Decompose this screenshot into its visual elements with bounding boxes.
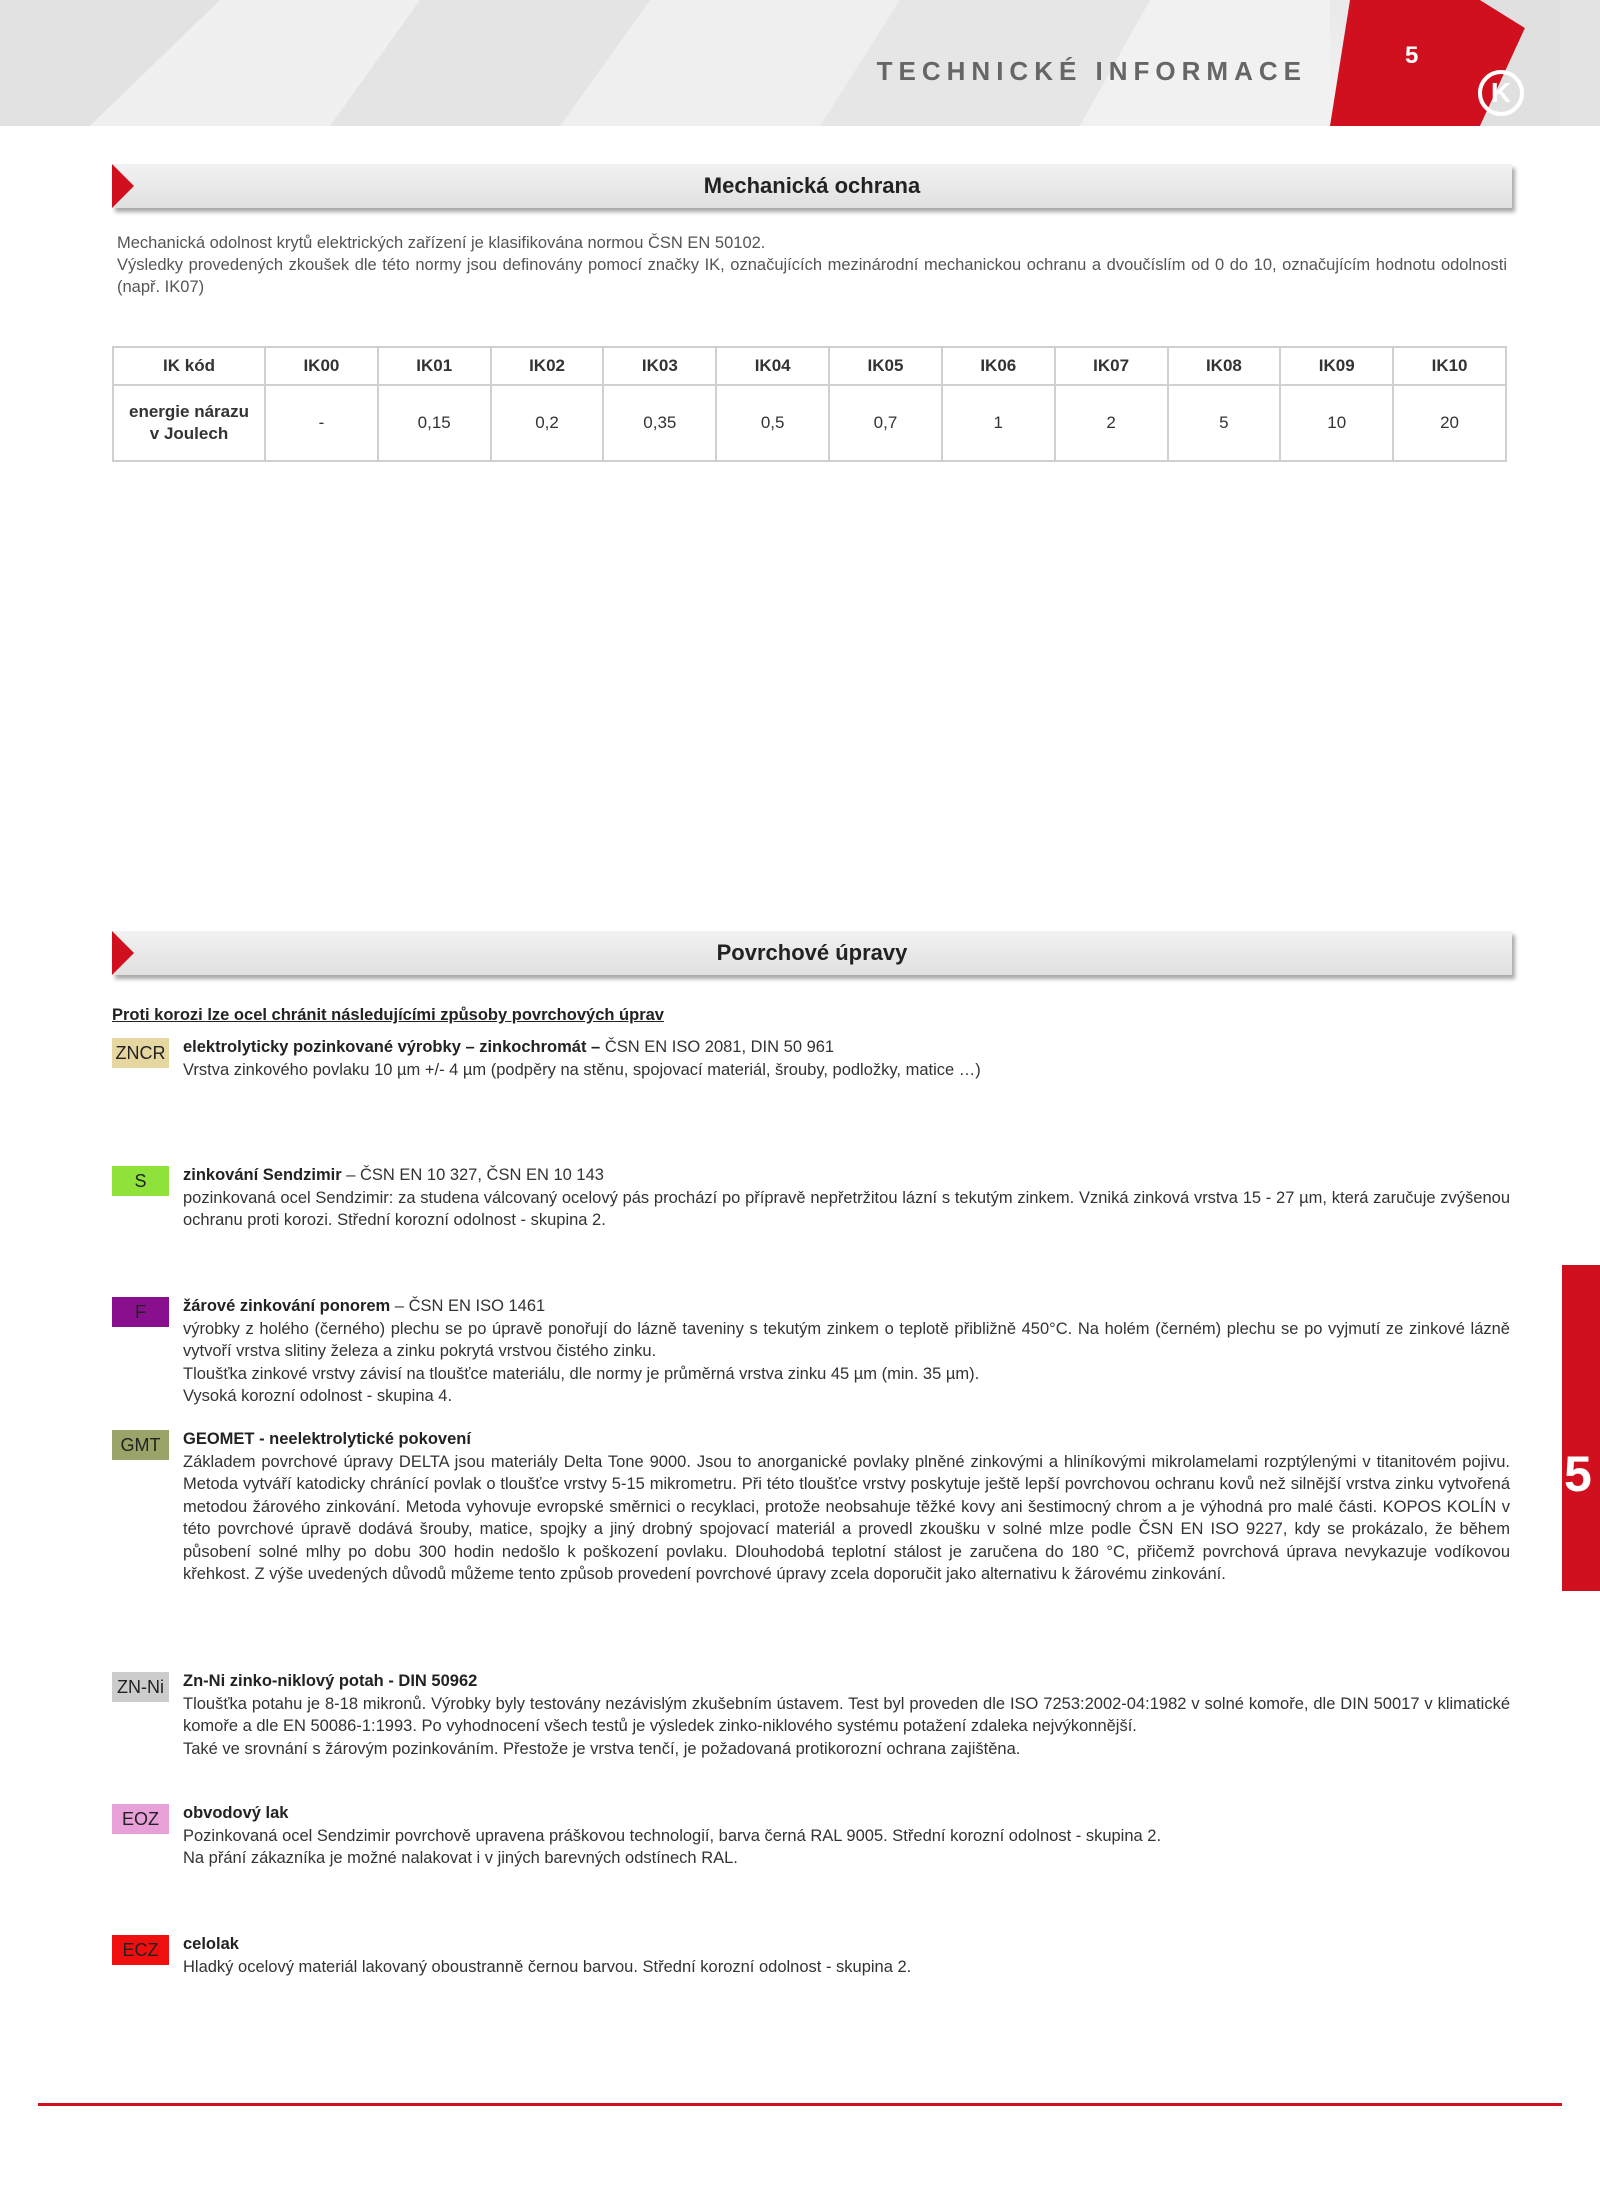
section-title: Mechanická ochrana xyxy=(703,173,921,198)
treatment-body xyxy=(183,1670,1510,1760)
treatment-body xyxy=(183,1428,1510,1586)
table-header-cell: IK06 xyxy=(942,347,1055,385)
treatment-heading-norm: ČSN EN ISO 2081, DIN 50 961 xyxy=(600,1038,835,1056)
table-cell: 1 xyxy=(942,385,1055,461)
treatment-body xyxy=(183,1164,1510,1232)
table-cell: 0,2 xyxy=(491,385,604,461)
treatment-heading-norm: – ČSN EN 10 327, ČSN EN 10 143 xyxy=(341,1166,604,1184)
page-number: 5 xyxy=(1405,42,1419,69)
surface-subtitle: Proti korozi lze ocel chránit následujícími způsoby povrchových úprav xyxy=(112,1006,664,1024)
treatment-heading: GEOMET - neelektrolytické pokovení xyxy=(183,1430,471,1448)
section-title: Povrchové úpravy xyxy=(716,940,908,965)
treatment-body xyxy=(183,1295,1510,1408)
treatment-code-badge: EOZ xyxy=(112,1804,169,1834)
table-cell: - xyxy=(265,385,378,461)
treatment-heading: celolak xyxy=(183,1935,239,1953)
intro-paragraph: Výsledky provedených zkoušek dle této normy jsou definovány pomocí značky IK, označujících mezinárodní mechanickou ochranu a dvoučíslím od 0 do 10, označujícím hodnotu odolnosti (např. IK07) xyxy=(117,256,1507,296)
chapter-side-tab xyxy=(1562,1265,1600,1591)
table-row-label xyxy=(113,385,265,461)
table-cell: 0,5 xyxy=(716,385,829,461)
treatment-text: Vrstva zinkového povlaku 10 µm +/- 4 µm (podpěry na stěnu, spojovací materiál, šrouby, podložky, matice …) xyxy=(183,1060,981,1079)
treatment-text: Na přání zákazníka je možné nalakovat i v jiných barevných odstínech RAL. xyxy=(183,1849,738,1867)
treatment-heading: obvodový lak xyxy=(183,1804,289,1822)
treatment-text: Hladký ocelový materiál lakovaný oboustranně černou barvou. Střední korozní odolnost - skupina 2. xyxy=(183,1957,912,1976)
page-number-tab xyxy=(1330,0,1560,126)
table-cell: 20 xyxy=(1393,385,1506,461)
treatment-heading-norm: – ČSN EN ISO 1461 xyxy=(390,1297,546,1315)
table-header-cell: IK09 xyxy=(1280,347,1393,385)
treatment-heading: zinkování Sendzimir xyxy=(183,1166,342,1184)
treatment-code-badge: ZN-Ni xyxy=(112,1672,169,1702)
treatment-heading: elektrolyticky pozinkované výrobky – zinkochromát – xyxy=(183,1038,601,1056)
table-header-cell: IK01 xyxy=(378,347,491,385)
section-header-mechanical xyxy=(112,164,1512,208)
treatment-code-badge: ZNCR xyxy=(112,1038,169,1068)
table-header-cell: IK02 xyxy=(491,347,604,385)
table-header-cell: IK kód xyxy=(113,347,265,385)
table-header-cell: IK07 xyxy=(1055,347,1168,385)
treatment-code-badge: GMT xyxy=(112,1430,169,1460)
table-row xyxy=(113,385,1506,461)
page-header-title: TECHNICKÉ INFORMACE xyxy=(876,56,1307,86)
treatment-body xyxy=(183,1036,1510,1081)
treatment-code-badge: S xyxy=(112,1166,169,1196)
treatment-code-badge: F xyxy=(112,1297,169,1327)
table-header-row xyxy=(113,347,1506,385)
treatment-body xyxy=(183,1933,1510,1978)
treatment-text: Tloušťka potahu je 8-18 mikronů. Výrobky byly testovány nezávislým zkušebním ústavem. Test byl proveden dle ISO 7253:2002-04:1982 v solné komoře, dle DIN 50017 v klimatické komoře a dle EN 50086-1:1993. Po vyhodnocení všech testů je výsledek zinko-niklového systému potažení zdaleka nejvýkonnější. xyxy=(183,1694,1510,1735)
table-header-cell: IK00 xyxy=(265,347,378,385)
treatment-text: Pozinkovaná ocel Sendzimir povrchově upravena práškovou technologií, barva černá RAL 9005. Střední korozní odolnost - skupina 2. xyxy=(183,1826,1162,1845)
ik-code-table xyxy=(112,346,1507,462)
chapter-number: 5 xyxy=(1564,1446,1592,1502)
treatment-heading: Zn-Ni zinko-niklový potah - DIN 50962 xyxy=(183,1672,478,1690)
table-cell: 10 xyxy=(1280,385,1393,461)
row-label-line: energie nárazu xyxy=(129,402,249,421)
treatment-text: Základem povrchové úpravy DELTA jsou materiály Delta Tone 9000. Jsou to anorganické povlaky plněné zinkovými a hliníkovými mikrolamelami rozptýlenými v titanitovém pojivu. Metoda vytváří katodicky chránící povlak o tloušťce vrstvy 5-15 mikrometru. Při této tloušťce vrstvy poskytuje ještě lepší povrchovou ochranu kovů než silnější vrstva zinku vytvořená metodou žárového zinkování. Metoda vyhovuje evropské směrnici o recyklaci, protože neobsahuje těžké kovy ani šestimocný chrom a je výhodná pro malé části. KOPOS KOLÍN v této povrchové úpravě dodává šrouby, matice, spojky a jiný drobný spojovací materiál a provedl zkoušku v solné mlze podle ČSN EN ISO 9227, kdy se prokázalo, že během působení solné mlhy po dobu 300 hodin nedošlo k poškození povlaku. Dlouhodobá teplotní stálost je zaručena do 180 °C, přičemž povrchová úprava nevykazuje vodíkovou křehkost. Z výše uvedených důvodů můžeme tento způsob provedení povrchové úpravy zcela doporučit jako alternativu k žárovému zinkování. xyxy=(183,1452,1510,1583)
treatment-heading: žárové zinkování ponorem xyxy=(183,1297,391,1315)
table-cell: 5 xyxy=(1168,385,1281,461)
treatment-body xyxy=(183,1802,1510,1870)
treatment-text: výrobky z holého (černého) plechu se po úpravě ponořují do lázně taveniny s tekutým zinkem o teplotě přibližně 450°C. Na holém (černém) plechu se po vyjmutí ze zinkové lázně vytvoří vrstva slitiny železa a zinku pokrytá vrstvou čistého zinku. xyxy=(183,1319,1510,1360)
treatment-code-badge: ECZ xyxy=(112,1935,169,1965)
table-header-cell: IK10 xyxy=(1393,347,1506,385)
table-header-cell: IK04 xyxy=(716,347,829,385)
table-header-cell: IK05 xyxy=(829,347,942,385)
table-cell: 0,35 xyxy=(603,385,716,461)
table-cell: 2 xyxy=(1055,385,1168,461)
treatment-text: pozinkovaná ocel Sendzimir: za studena válcovaný ocelový pás prochází po přípravě nepřetržitou lázní s tekutým zinkem. Vzniká zinková vrstva 15 - 27 µm, která zaručuje zvýšenou ochranu proti korozi. Střední korozní odolnost - skupina 2. xyxy=(183,1188,1510,1229)
table-header-cell: IK08 xyxy=(1168,347,1281,385)
row-label-line: v Joulech xyxy=(149,424,229,443)
mechanical-intro xyxy=(117,232,1507,298)
section-header-surface xyxy=(112,931,1512,975)
treatment-text: Vysoká korozní odolnost - skupina 4. xyxy=(183,1387,453,1405)
kopos-logo-icon: K xyxy=(1478,70,1524,116)
table-header-cell: IK03 xyxy=(603,347,716,385)
treatment-text: Také ve srovnání s žárovým pozinkováním. Přestože je vrstva tenčí, je požadovaná protikorozní ochrana zajištěna. xyxy=(183,1739,1021,1758)
intro-paragraph: Mechanická odolnost krytů elektrických zařízení je klasifikována normou ČSN EN 50102. xyxy=(117,234,766,252)
table-cell: 0,15 xyxy=(378,385,491,461)
footer-divider xyxy=(38,2103,1562,2106)
treatment-text: Tloušťka zinkové vrstvy závisí na tloušťce materiálu, dle normy je průměrná vrstva zinku 45 µm (min. 35 µm). xyxy=(183,1364,980,1383)
table-cell: 0,7 xyxy=(829,385,942,461)
